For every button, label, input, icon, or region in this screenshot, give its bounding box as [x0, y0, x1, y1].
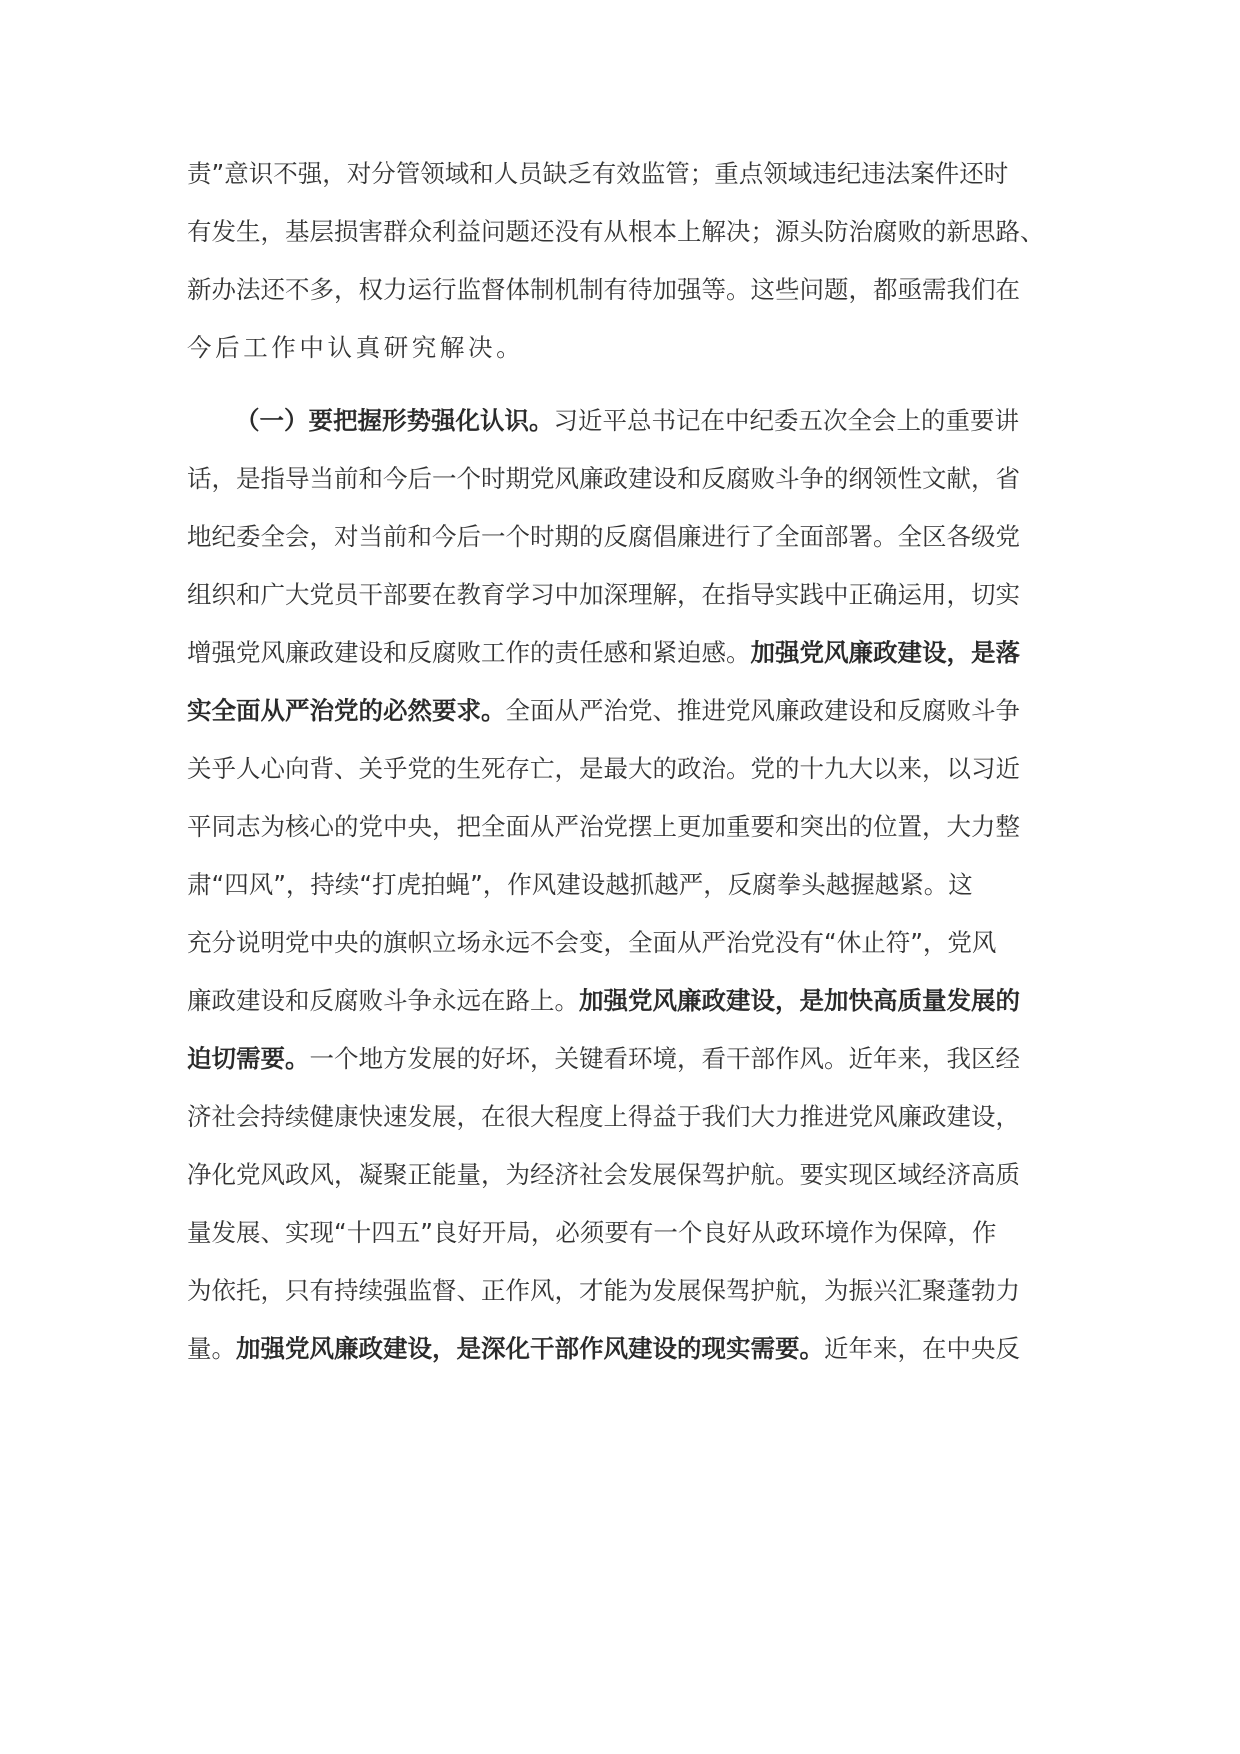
- bold-text-run: 实全面从严治党的必然要求。: [187, 696, 506, 725]
- text-run: 一个地方发展的好坏，关键看环境，看干部作风。近年来，我区经: [309, 1044, 1020, 1073]
- text-run: 话，是指导当前和今后一个时期党风廉政建设和反腐败斗争的纲领性文献，省: [187, 464, 1020, 493]
- text-line: [187, 212, 1057, 252]
- text-line: [187, 154, 1057, 194]
- bold-text-run: 迫切需要。: [187, 1044, 310, 1073]
- text-run: 充分说明党中央的旗帜立场永远不会变，全面从严治党没有“休止符”，党风: [187, 928, 997, 957]
- text-run: 肃“四风”，持续“打虎拍蝇”，作风建设越抓越严，反腐拳头越握越紧。这: [187, 870, 973, 899]
- text-run: 全面从严治党、推进党风廉政建设和反腐败斗争: [505, 696, 1020, 725]
- text-run: 廉政建设和反腐败斗争永远在路上。: [187, 986, 579, 1015]
- text-run: 责”意识不强，对分管领域和人员缺乏有效监管；重点领域违纪违法案件还时: [187, 159, 1009, 188]
- text-run: 关乎人心向背、关乎党的生死存亡，是最大的政治。党的十九大以来，以习近: [187, 754, 1020, 783]
- text-line: [187, 691, 1057, 731]
- text-line: [187, 923, 1057, 963]
- text-run: 平同志为核心的党中央，把全面从严治党摆上更加重要和突出的位置，大力整: [187, 812, 1020, 841]
- text-run: 地纪委全会，对当前和今后一个时期的反腐倡廉进行了全面部署。全区各级党: [187, 522, 1020, 551]
- text-line: [187, 270, 1057, 310]
- text-line: [187, 517, 1057, 557]
- text-line: [187, 459, 1057, 499]
- text-run: 今后工作中认真研究解决。: [187, 333, 525, 362]
- text-run: 有发生，基层损害群众利益问题还没有从根本上解决；源头防治腐败的新思路、: [187, 217, 1045, 246]
- text-line: [187, 575, 1057, 615]
- bold-text-run: 加强党风廉政建设，是深化干部作风建设的现实需要。: [236, 1334, 824, 1363]
- bold-text-run: （一）要把握形势强化认识。: [235, 406, 554, 435]
- text-line: [187, 749, 1057, 789]
- text-run: 净化党风政风，凝聚正能量，为经济社会发展保驾护航。要实现区域经济高质: [187, 1160, 1020, 1189]
- text-line: [187, 1329, 1057, 1369]
- text-line: [235, 401, 1057, 441]
- bold-text-run: 加强党风廉政建设，是加快高质量发展的: [579, 986, 1020, 1015]
- bold-text-run: 加强党风廉政建设，是落: [750, 638, 1020, 667]
- text-run: 增强党风廉政建设和反腐败工作的责任感和紧迫感。: [187, 638, 751, 667]
- text-line: [187, 633, 1057, 673]
- text-line: [187, 1155, 1057, 1195]
- text-line: [187, 981, 1057, 1021]
- text-line: [187, 328, 1057, 368]
- text-run: 习近平总书记在中纪委五次全会上的重要讲: [553, 406, 1019, 435]
- text-line: [187, 807, 1057, 847]
- text-run: 为依托，只有持续强监督、正作风，才能为发展保驾护航，为振兴汇聚蓬勃力: [187, 1276, 1020, 1305]
- text-run: 济社会持续健康快速发展，在很大程度上得益于我们大力推进党风廉政建设，: [187, 1102, 1020, 1131]
- text-line: [187, 1097, 1057, 1137]
- text-run: 量。: [187, 1334, 236, 1363]
- text-line: [187, 1271, 1057, 1311]
- text-run: 新办法还不多，权力运行监督体制机制有待加强等。这些问题，都亟需我们在: [187, 275, 1020, 304]
- text-run: 量发展、实现“十四五”良好开局，必须要有一个良好从政环境作为保障，作: [187, 1218, 997, 1247]
- text-line: [187, 1213, 1057, 1253]
- text-line: [187, 865, 1057, 905]
- text-run: 近年来，在中央反: [824, 1334, 1020, 1363]
- text-run: 组织和广大党员干部要在教育学习中加深理解，在指导实践中正确运用，切实: [187, 580, 1020, 609]
- text-line: [187, 1039, 1057, 1079]
